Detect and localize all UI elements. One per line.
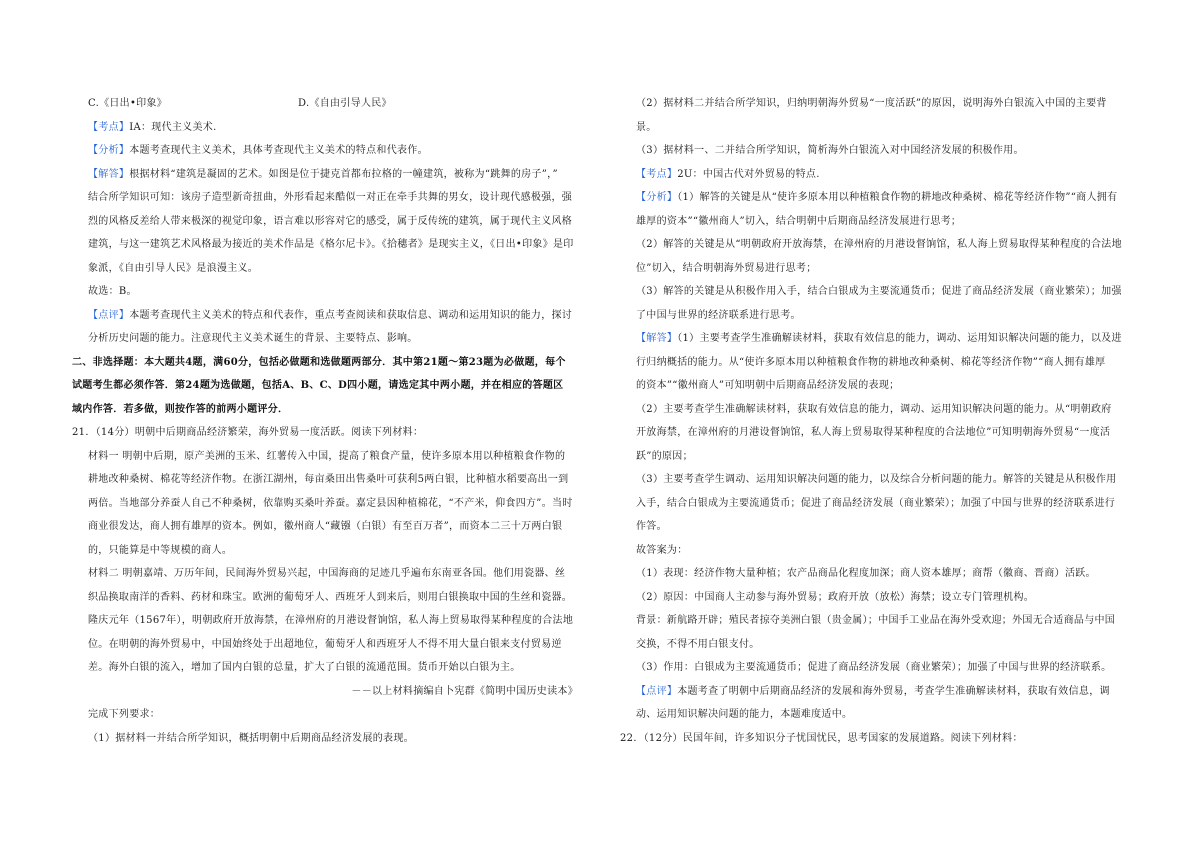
text-line: 行归纳概括的能力。从“使许多原本用以种植粮食作物的耕地改种桑树、棉花等经济作物”“商人拥有雄厚: [636, 356, 1106, 368]
text-line: （3）主要考查学生调动、运用知识解决问题的能力，以及综合分析问题的能力。解答的关键是从积极作用: [636, 474, 1117, 485]
kaodian-text: IA：现代主义美术.: [129, 121, 217, 133]
text-line: （3）解答的关键是从积极作用入手，结合白银成为主要流通货币；促进了商品经济发展（商业繁荣）；加强: [636, 286, 1122, 297]
text-line: 的资本”“徽州商人”可知明朝中后期商品经济发展的表现；: [636, 380, 900, 391]
dianping-tag: 【点评】: [636, 685, 678, 697]
text-line: （2）主要考查学生准确解读材料，获取有效信息的能力，调动、运用知识解决问题的能力。从“明朝政府: [636, 403, 1112, 415]
material-1-line: 材料一 明朝中后期，原产美洲的玉米、红薯传入中国，提高了粮食产量，使许多原本用以种植粮食作物的: [88, 450, 566, 462]
text-line: 建筑，与这一建筑艺术风格最为接近的美术作品是《格尔尼卡》。《拾穗者》是现实主义，《日出•印象》是印: [88, 239, 574, 250]
fenxi-line: [72, 139, 582, 163]
jieda-text: 根据材料“建筑是凝固的艺术。如图是位于捷克首都布拉格的一幢建筑，被称为“跳舞的房子”，”: [129, 168, 558, 180]
kaodian-tag: 【考点】: [636, 168, 678, 180]
fenxi-tag: 【分析】: [636, 192, 678, 203]
text-line: 背景：新航路开辟；殖民者掠夺美洲白银（贵金属）；中国手工业品在海外受欢迎；外国无合适商品与中国: [636, 615, 1116, 626]
section-heading: 二、非选择题：本大题共4题，满60分，包括必做题和选做题两部分．其中第21题～第23题为必做题，每个: [72, 356, 566, 368]
jieda-tag: 【解答】: [88, 168, 130, 180]
jieda-line: [620, 327, 1130, 351]
option-d: D.《自由引导人民》: [298, 98, 392, 109]
text-line: （2）解答的关键是从“明朝政府开放海禁，在漳州府的月港设督饷馆，私人海上贸易取得某种程度的合法地: [636, 239, 1122, 250]
right-column: [620, 92, 1130, 750]
material-1-line: 两倍。当地部分养蚕人自己不种桑树，依靠购买桑叶养蚕。嘉定县因种植棉花，“不产米，仰食四方”。当时: [88, 497, 573, 509]
requirement-2: （2）据材料二并结合所学知识，归纳明朝海外贸易“一度活跃”的原因，说明海外白银流入中国的主要背: [636, 98, 1107, 109]
requirement-3: （3）据材料一、二并结合所学知识，简析海外白银流入对中国经济发展的积极作用。: [636, 145, 1024, 156]
jieda-text: （1）主要考查学生准确解读材料，获取有效信息的能力，调动、运用知识解决问题的能力，以及进: [677, 333, 1122, 344]
fenxi-text: （1）解答的关键是从“使许多原本用以种植粮食作物的耕地改种桑树、棉花等经济作物”“商人拥有: [677, 192, 1118, 203]
material-2-line: 织品换取南洋的香料、药材和珠宝。欧洲的葡萄牙人、西班牙人到来后，则用白银换取中国的生丝和瓷器。: [88, 591, 573, 603]
requirement-1: （1）据材料一并结合所学知识，概括明朝中后期商品经济发展的表现。: [88, 732, 414, 744]
material-2-line: 隆庆元年（1567年），明朝政府开放海禁，在漳州府的月港设督饷馆，私人海上贸易取得某种程度的合法地: [88, 615, 574, 626]
question-22-stem: 22．（12分）民国年间，许多知识分子忧国忧民，思考国家的发展道路。阅读下列材料：: [620, 732, 1023, 744]
text-line: 作答。: [636, 521, 667, 532]
text-line: 象派，《自由引导人民》是浪漫主义。: [88, 262, 259, 274]
material-1-line: 商业很发达，商人拥有雄厚的资本。例如，徽州商人“藏镪（白银）有至百万者”，而资本二三十万两白银: [88, 521, 563, 532]
text-line: 开放海禁，在漳州府的月港设督饷馆，私人海上贸易取得某种程度的合法地位”可知明朝海外贸易“一度活: [636, 427, 1111, 438]
text-line: 结合所学知识可知：该房子造型新奇扭曲，外形看起来酷似一对正在牵手共舞的男女，设计现代感极强，强: [88, 192, 573, 203]
jieda-tag: 【解答】: [636, 333, 678, 344]
kaodian-tag: 【考点】: [88, 121, 130, 133]
fenxi-line: [620, 186, 1130, 210]
question-21-stem: 21．（14分）明朝中后期商品经济繁荣，海外贸易一度活跃。阅读下列材料：: [72, 427, 424, 438]
dianping-text: 本题考查现代主义美术的特点和代表作，重点考查阅读和获取信息、调动和运用知识的能力，探讨: [129, 309, 573, 321]
dianping-tag: 【点评】: [88, 309, 130, 321]
material-2-line: 位。在明朝的海外贸易中，中国始终处于出超地位，葡萄牙人和西班牙人不得不用大量白银来支付贸易逆: [88, 638, 562, 650]
text-line: 故答案为：: [636, 544, 688, 556]
text-line: 雄厚的资本”“徽州商人”切入，结合明朝中后期商品经济发展进行思考；: [636, 215, 962, 227]
option-row: [72, 92, 582, 116]
text-line: 分析历史问题的能力。注意现代主义美术诞生的背景、主要特点、影响。: [88, 333, 418, 344]
text-line: 位”切入，结合明朝海外贸易进行思考；: [636, 262, 817, 274]
material-1-line: 的，只能算是中等规模的商人。: [88, 544, 233, 556]
section-heading: 域内作答．若多做，则按作答的前两小题评分．: [72, 403, 289, 415]
section-heading: 试题考生都必须作答．第24题为选做题，包括A、B、C、D四小题，请选定其中两小题，并在相应的答题区: [72, 380, 564, 391]
dianping-line: [72, 304, 582, 328]
material-source: －－以上材料摘编自卜宪群《简明中国历史读本》: [351, 685, 578, 697]
kaodian-line: [620, 163, 1130, 187]
text-line: （3）作用：白银成为主要流通货币；促进了商品经济发展（商业繁荣）；加强了中国与世界的经济联系。: [636, 662, 1112, 673]
material-1-line: 耕地改种桑树、棉花等经济作物。在浙江湖州，每亩桑田出售桑叶可获利5两白银，比种植水稻要高出一到: [88, 474, 569, 485]
left-column: [72, 92, 582, 750]
text-line: 了中国与世界的经济联系进行思考。: [636, 309, 801, 321]
text-line: （2）原因：中国商人主动参与海外贸易；政府开放（放松）海禁；设立专门管理机构。: [636, 591, 1035, 603]
text-line: （1）表现：经济作物大量种植；农产品商品化程度加深；商人资本雄厚；商帮（徽商、晋商）活跃。: [636, 568, 1096, 579]
requirements-heading: 完成下列要求：: [88, 709, 161, 720]
material-2-line: 差。海外白银的流入，增加了国内白银的总量，扩大了白银的流通范围。货币开始以白银为主。: [88, 662, 521, 673]
text-line: 烈的风格反差给人带来极深的视觉印象，语言难以形容对它的感受，属于反传统的建筑，属于现代主义风格: [88, 215, 573, 227]
fenxi-text: 本题考查现代主义美术，具体考查现代主义美术的特点和代表作。: [129, 145, 428, 156]
option-c: C.《日出•印象》: [88, 98, 168, 109]
text-line: 入手，结合白银成为主要流通货币；促进了商品经济发展（商业繁荣）；加强了中国与世界的经济联系进行: [636, 497, 1116, 509]
dianping-text: 本题考查了明朝中后期商品经济的发展和海外贸易，考查学生准确解读材料，获取有效信息，调: [677, 685, 1110, 697]
kaodian-text: 2U：中国古代对外贸易的特点.: [677, 168, 820, 180]
requirement-2-cont: 景。: [636, 121, 657, 133]
dianping-line: [620, 680, 1130, 704]
text-line: 跃”的原因；: [636, 450, 693, 462]
text-line: 动、运用知识解决问题的能力，本题难度适中。: [636, 709, 853, 720]
answer-line: 故选：B。: [88, 286, 137, 297]
jieda-line: [72, 163, 582, 187]
fenxi-tag: 【分析】: [88, 145, 130, 156]
kaodian-line: [72, 116, 582, 140]
text-line: 交换，不得不用白银支付。: [636, 638, 760, 650]
material-2-line: 材料二 明朝嘉靖、万历年间，民间海外贸易兴起，中国海商的足迹几乎遍布东南亚各国。他们用瓷器、丝: [88, 568, 566, 579]
